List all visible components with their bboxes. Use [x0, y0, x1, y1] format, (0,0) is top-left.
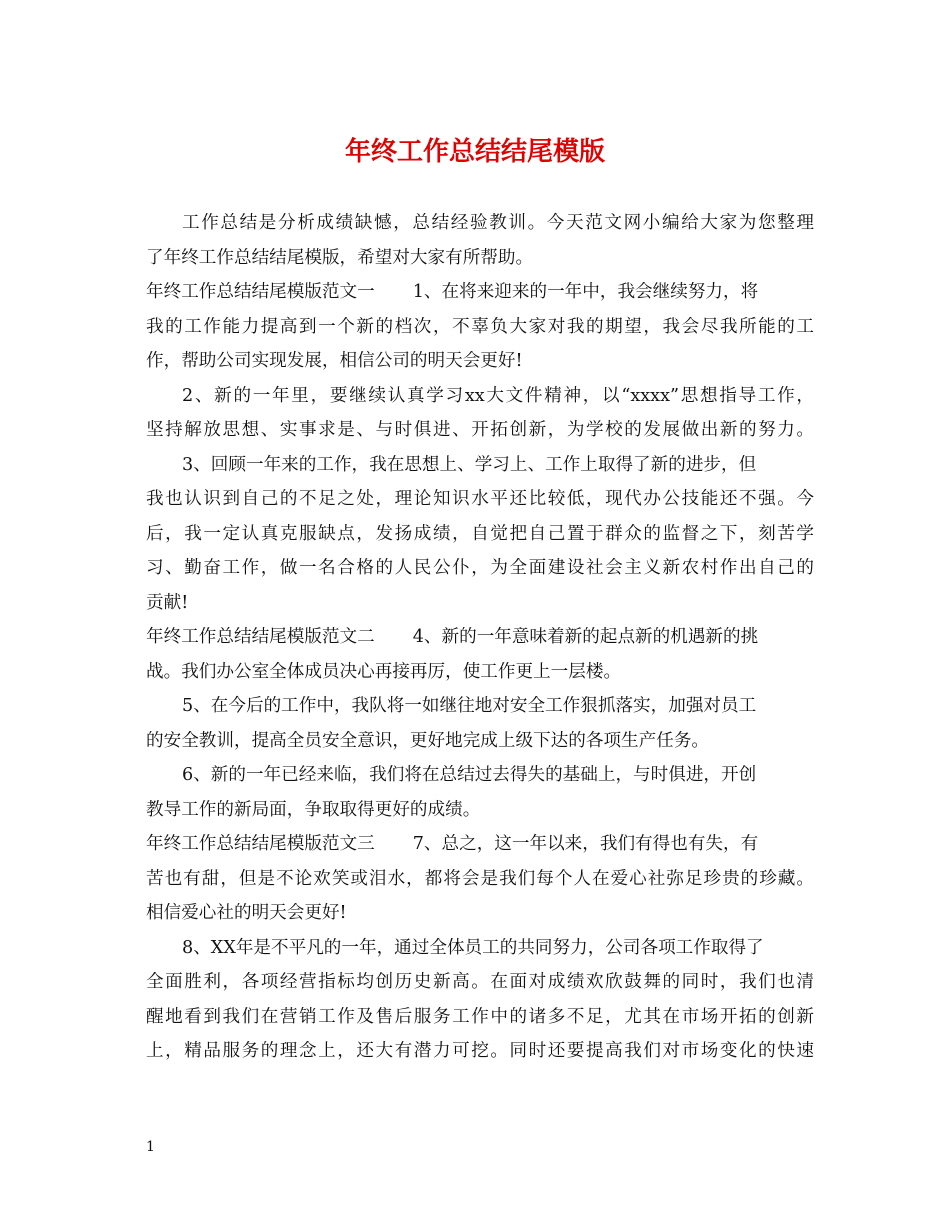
paragraph-text: 4、新的一年意味着新的起点新的机遇新的挑 — [412, 627, 759, 647]
paragraph-line: 贡献! — [146, 592, 189, 613]
paragraph-text: 7、总之，这一年以来，我们有得也有失，有 — [412, 834, 759, 854]
paragraph-line: 工作总结是分析成绩缺憾，总结经验教训。今天范文网小编给大家为您整理 — [182, 213, 814, 233]
paragraph-line: 后，我一定认真克服缺点，发扬成绩，自觉把自己置于群众的监督之下，刻苦学 — [146, 523, 814, 544]
section-heading: 年终工作总结结尾模版范文三 — [146, 834, 375, 854]
paragraph-line: 3、回顾一年来的工作，我在思想上、学习上、工作上取得了新的进步，但 — [182, 454, 757, 475]
paragraph-line: 相信爱心社的明天会更好! — [146, 903, 347, 923]
paragraph-line: 全面胜利，各项经营指标均创历史新高。在面对成绩欢欣鼓舞的同时，我们也清 — [146, 972, 814, 992]
document-body — [146, 206, 814, 1069]
paragraph-line — [146, 275, 814, 310]
paragraph-line: 6、新的一年已经来临，我们将在总结过去得失的基础上，与时俱进，开创 — [182, 765, 757, 785]
paragraph-line: 了年终工作总结结尾模版，希望对大家有所帮助。 — [146, 247, 534, 268]
section-heading: 年终工作总结结尾模版范文二 — [146, 627, 375, 647]
paragraph-line: 的安全教训，提高全员安全意识，更好地完成上级下达的各项生产任务。 — [146, 730, 710, 751]
paragraph-line: 8、XX年是不平凡的一年，通过全体员工的共同努力，公司各项工作取得了 — [182, 937, 764, 958]
page-title: 年终工作总结结尾模版 — [344, 137, 605, 167]
paragraph-line: 醒地看到我们在营销工作及售后服务工作中的诸多不足，尤其在市场开拓的创新 — [146, 1006, 814, 1027]
section-heading: 年终工作总结结尾模版范文一 — [146, 282, 375, 302]
paragraph-line: 苦也有甜，但是不论欢笑或泪水，都将会是我们每个人在爱心社弥足珍贵的珍藏。 — [146, 868, 814, 889]
paragraph-line — [146, 620, 814, 655]
paragraph-line: 习、勤奋工作，做一名合格的人民公仆，为全面建设社会主义新农村作出自己的 — [146, 558, 814, 578]
paragraph-line: 我的工作能力提高到一个新的档次，不辜负大家对我的期望，我会尽我所能的工 — [146, 316, 814, 337]
paragraph-line: 2、新的一年里，要继续认真学习xx大文件精神，以“xxxx”思想指导工作， — [182, 385, 814, 406]
paragraph-text: 1、在将来迎来的一年中，我会继续努力，将 — [412, 282, 759, 302]
paragraph-line — [146, 827, 814, 862]
paragraph-line: 我也认识到自己的不足之处，理论知识水平还比较低，现代办公技能还不强。今 — [146, 489, 814, 509]
paragraph-line: 战。我们办公室全体成员决心再接再厉，使工作更上一层楼。 — [146, 661, 622, 682]
paragraph-line: 5、在今后的工作中，我队将一如继往地对安全工作狠抓落实，加强对员工 — [182, 696, 757, 716]
paragraph-line: 教导工作的新局面，争取取得更好的成绩。 — [146, 799, 481, 820]
paragraph-line: 上，精品服务的理念上，还大有潜力可挖。同时还要提高我们对市场变化的快速 — [146, 1041, 814, 1061]
paragraph-line: 作，帮助公司实现发展，相信公司的明天会更好! — [146, 351, 523, 371]
paragraph-line: 坚持解放思想、实事求是、与时俱进、开拓创新，为学校的发展做出新的努力。 — [146, 420, 814, 440]
page-number: 1 — [146, 1139, 155, 1155]
